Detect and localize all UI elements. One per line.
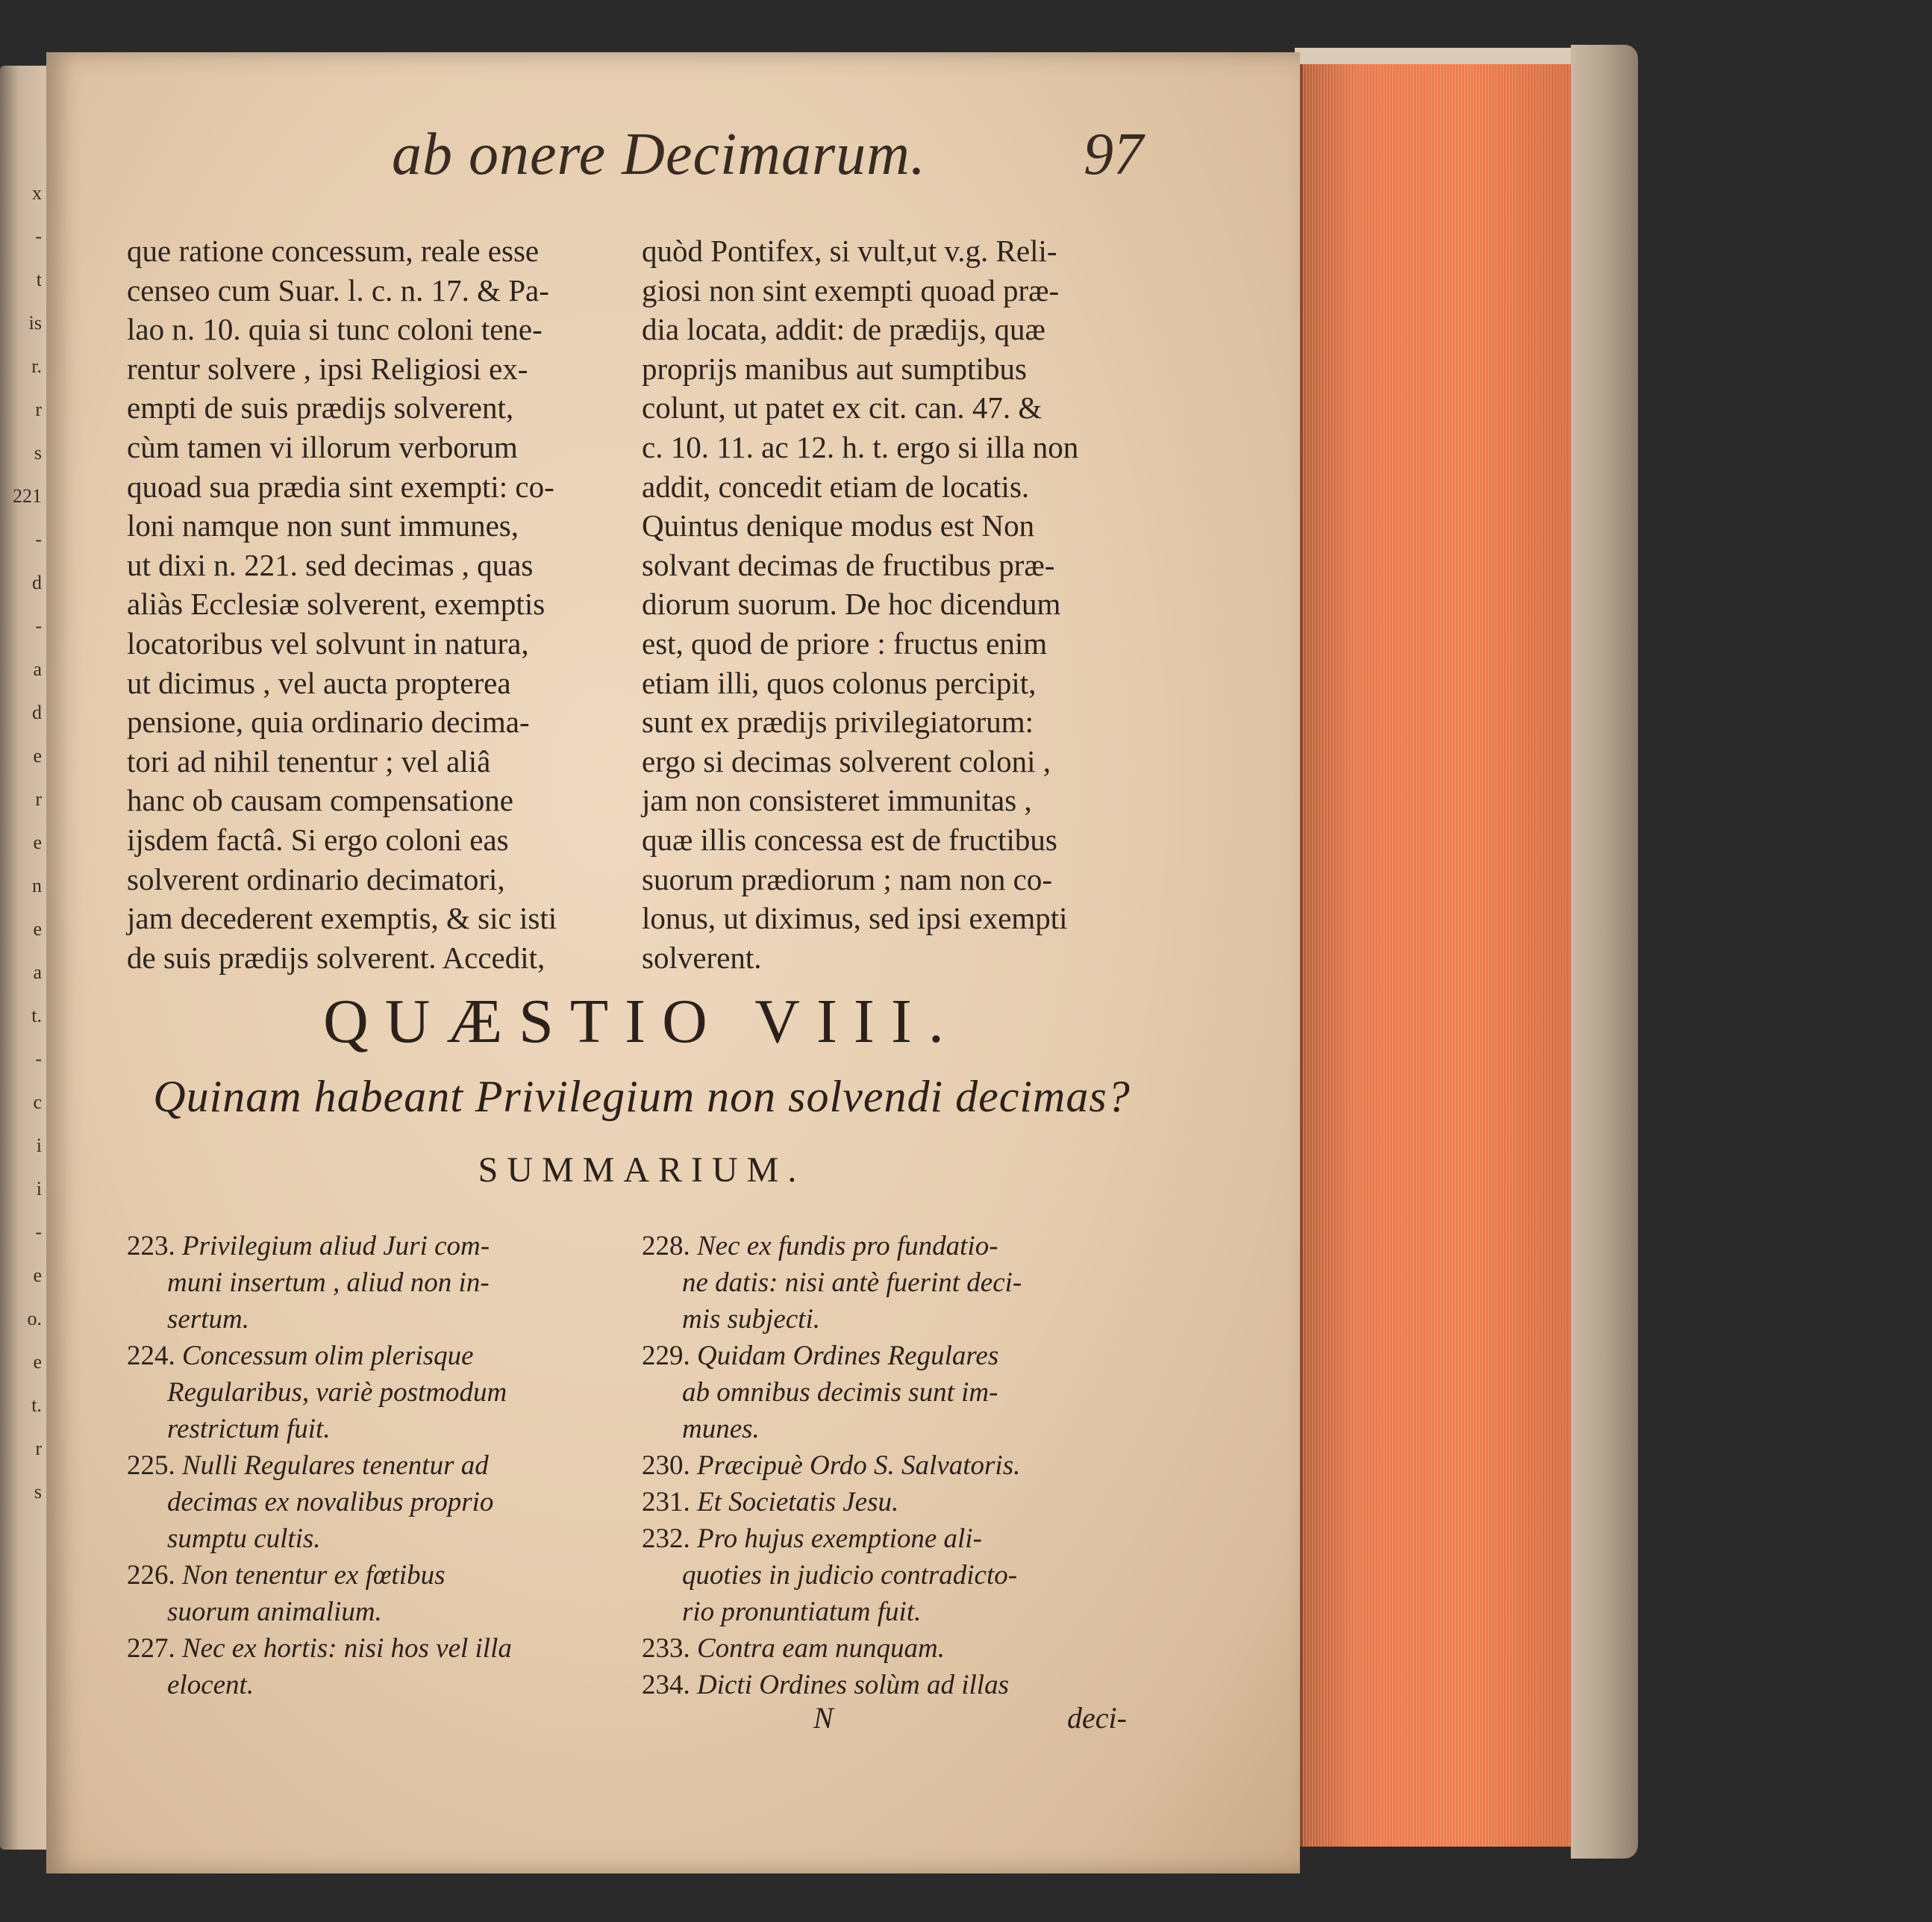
text-line: quæ illis concessa est de fructibus [642,822,1057,857]
text-line: proprijs manibus aut sumptibus [642,351,1027,386]
left-page-margin-fragments [0,172,45,1590]
margin-fragment: t. [31,1394,42,1416]
summarium-heading: SUMMARIUM. [478,1150,806,1190]
margin-fragment: i [36,1178,42,1199]
summary-item [127,1630,612,1703]
catchword: deci- [1067,1701,1127,1735]
summary-text: Concessum olim plerisque [182,1341,474,1371]
text-line: jam decederent exemptis, & sic isti [127,901,557,936]
summary-number: 225. [127,1450,182,1481]
summary-number: 227. [127,1633,182,1664]
summary-text: ne datis: nisi antè fuerint deci- [682,1267,1022,1298]
summary-item [642,1630,1127,1667]
text-line: jam non consisteret immunitas , [642,783,1032,818]
text-block [127,52,1157,1873]
text-line: diorum suorum. De hoc dicendum [642,587,1061,622]
margin-fragment: d [32,572,42,593]
summary-text: Privilegium aliud Juri com- [182,1231,490,1261]
text-line: ut dixi n. 221. sed decimas , quas [127,547,534,582]
summary-number: 234. [642,1670,697,1700]
summary-number: 232. [642,1523,697,1554]
margin-fragment: - [35,1221,42,1243]
text-line: lonus, ut diximus, sed ipsi exempti [642,901,1068,936]
margin-fragment: i [36,1135,42,1156]
summary-number: 224. [127,1341,182,1371]
summary-text: Nec ex fundis pro fundatio- [697,1231,998,1261]
margin-fragment: - [35,528,42,550]
margin-fragment: e [33,1351,42,1373]
text-line: c. 10. 11. ac 12. h. t. ergo si illa non [642,429,1079,464]
text-column-left [127,231,612,977]
running-head: ab onere Decimarum. [392,122,926,187]
text-line: pensione, quia ordinario decima- [127,705,530,740]
summary-item [127,1338,612,1447]
margin-fragment: - [35,1048,42,1070]
summary-item [642,1484,1127,1520]
summary-number: 229. [642,1341,697,1371]
text-line: addit, concedit etiam de locatis. [642,469,1030,504]
summary-number: 228. [642,1231,697,1261]
summary-number: 233. [642,1633,697,1664]
page-number: 97 [1084,122,1143,187]
text-line: empti de suis prædijs solverent, [127,390,514,425]
margin-fragment: r [35,788,42,810]
question-subtitle: Quinam habeant Privilegium non solvendi decimas? [153,1072,1131,1121]
margin-fragment: s [34,1481,42,1503]
summary-text: quoties in judicio contradicto- [682,1560,1018,1591]
margin-fragment: t. [31,1005,42,1026]
text-line: dia locata, addit: de prædijs, quæ [642,312,1045,347]
summary-number: 230. [642,1450,697,1481]
right-page [46,52,1300,1873]
text-line: aliàs Ecclesiæ solverent, exemptis [127,587,545,622]
text-line: que ratione concessum, reale esse [127,234,540,268]
summary-text: restrictum fuit. [167,1414,331,1444]
text-line: ut dicimus , vel aucta propterea [127,665,511,700]
text-line: locatoribus vel solvunt in natura, [127,625,529,661]
summary-text: munes. [682,1414,760,1444]
margin-fragment: t [36,269,42,290]
margin-fragment: - [35,225,42,247]
summary-text: Præcipuè Ordo S. Salvatoris. [697,1450,1021,1481]
question-title: QUÆSTIO VIII. [323,987,960,1056]
text-line: colunt, ut patet ex cit. can. 47. & [642,390,1042,425]
text-line: rentur solvere , ipsi Religiosi ex- [127,351,528,386]
margin-fragment: s [34,442,42,464]
text-column-right [642,231,1127,977]
summary-text: decimas ex novalibus proprio [167,1487,494,1517]
margin-fragment: a [33,658,42,680]
summary-text: Contra eam nunquam. [697,1633,945,1664]
margin-fragment: r [35,399,42,420]
margin-fragment: d [32,702,42,723]
text-line: etiam illi, quos colonus percipit, [642,665,1037,700]
summary-text: Nec ex hortis: nisi hos vel illa [182,1633,512,1664]
summary-item [642,1228,1127,1338]
summary-column-right [642,1228,1127,1703]
text-line: Quintus denique modus est Non [642,508,1035,543]
margin-fragment: o. [27,1308,42,1329]
summary-number: 231. [642,1487,697,1517]
summary-item [642,1667,1127,1703]
margin-fragment: e [33,1264,42,1286]
margin-fragment: e [33,831,42,853]
page-footer [642,1700,1127,1745]
summary-text: Dicti Ordines solùm ad illas [697,1670,1009,1700]
book-cover-edge [1571,45,1638,1859]
summary-text: Et Societatis Jesu. [697,1487,899,1517]
text-line: quoad sua prædia sint exempti: co- [127,469,554,504]
margin-fragment: c [33,1091,42,1113]
summary-text: Regularibus, variè postmodum [167,1377,507,1408]
margin-fragment: a [33,961,42,983]
text-line: tori ad nihil tenentur ; vel aliâ [127,743,491,779]
summary-column-left [127,1228,612,1703]
margin-fragment: r [35,1438,42,1459]
margin-fragment: 221 [13,485,42,507]
text-line: solverent ordinario decimatori, [127,861,505,896]
margin-fragment: r. [31,355,42,377]
margin-fragment: n [32,875,42,896]
text-line: lao n. 10. quia si tunc coloni tene- [127,312,543,347]
text-line: loni namque non sunt immunes, [127,508,519,543]
fore-edge-red [1300,55,1579,1847]
summary-item [127,1557,612,1630]
summary-text: Pro hujus exemptione ali- [697,1523,982,1554]
summary-text: muni insertum , aliud non in- [167,1267,490,1298]
page-header [127,121,1157,203]
summary-text: suorum animalium. [167,1597,382,1627]
summary-item [642,1520,1127,1630]
margin-fragment: e [33,918,42,940]
text-line: est, quod de priore : fructus enim [642,625,1048,661]
summary-text: Quidam Ordines Regulares [697,1341,999,1371]
summary-number: 223. [127,1231,182,1261]
summary-item [127,1228,612,1338]
margin-fragment: e [33,745,42,767]
text-line: solverent. [642,940,762,975]
summary-item [127,1447,612,1557]
text-line: hanc ob causam compensatione [127,783,514,818]
summary-text: elocent. [167,1670,254,1700]
summary-item [642,1447,1127,1484]
text-line: censeo cum Suar. l. c. n. 17. & Pa- [127,272,549,308]
margin-fragment: is [28,312,42,334]
summary-number: 226. [127,1560,182,1591]
text-line: giosi non sint exempti quoad præ- [642,272,1060,308]
text-line: de suis prædijs solverent. Accedit, [127,940,545,975]
summary-text: Non tenentur ex fœtibus [182,1560,446,1591]
text-line: solvant decimas de fructibus præ- [642,547,1055,582]
signature-mark: N [813,1701,834,1735]
margin-fragment: x [32,182,42,204]
summary-text: sumptu cultis. [167,1523,321,1554]
text-line: cùm tamen vi illorum verborum [127,429,518,464]
text-line: suorum prædiorum ; nam non co- [642,861,1053,896]
summary-text: ab omnibus decimis sunt im- [682,1377,998,1408]
summary-text: Nulli Regulares tenentur ad [182,1450,489,1481]
text-line: ergo si decimas solverent coloni , [642,743,1051,779]
text-line: ijsdem factâ. Si ergo coloni eas [127,822,509,857]
summary-text: mis subjecti. [682,1304,820,1335]
text-line: quòd Pontifex, si vult,ut v.g. Reli- [642,234,1057,268]
summary-text: sertum. [167,1304,249,1335]
summary-item [642,1338,1127,1447]
summary-text: rio pronuntiatum fuit. [682,1597,922,1627]
text-line: sunt ex prædijs privilegiatorum: [642,705,1034,740]
margin-fragment: - [35,615,42,637]
